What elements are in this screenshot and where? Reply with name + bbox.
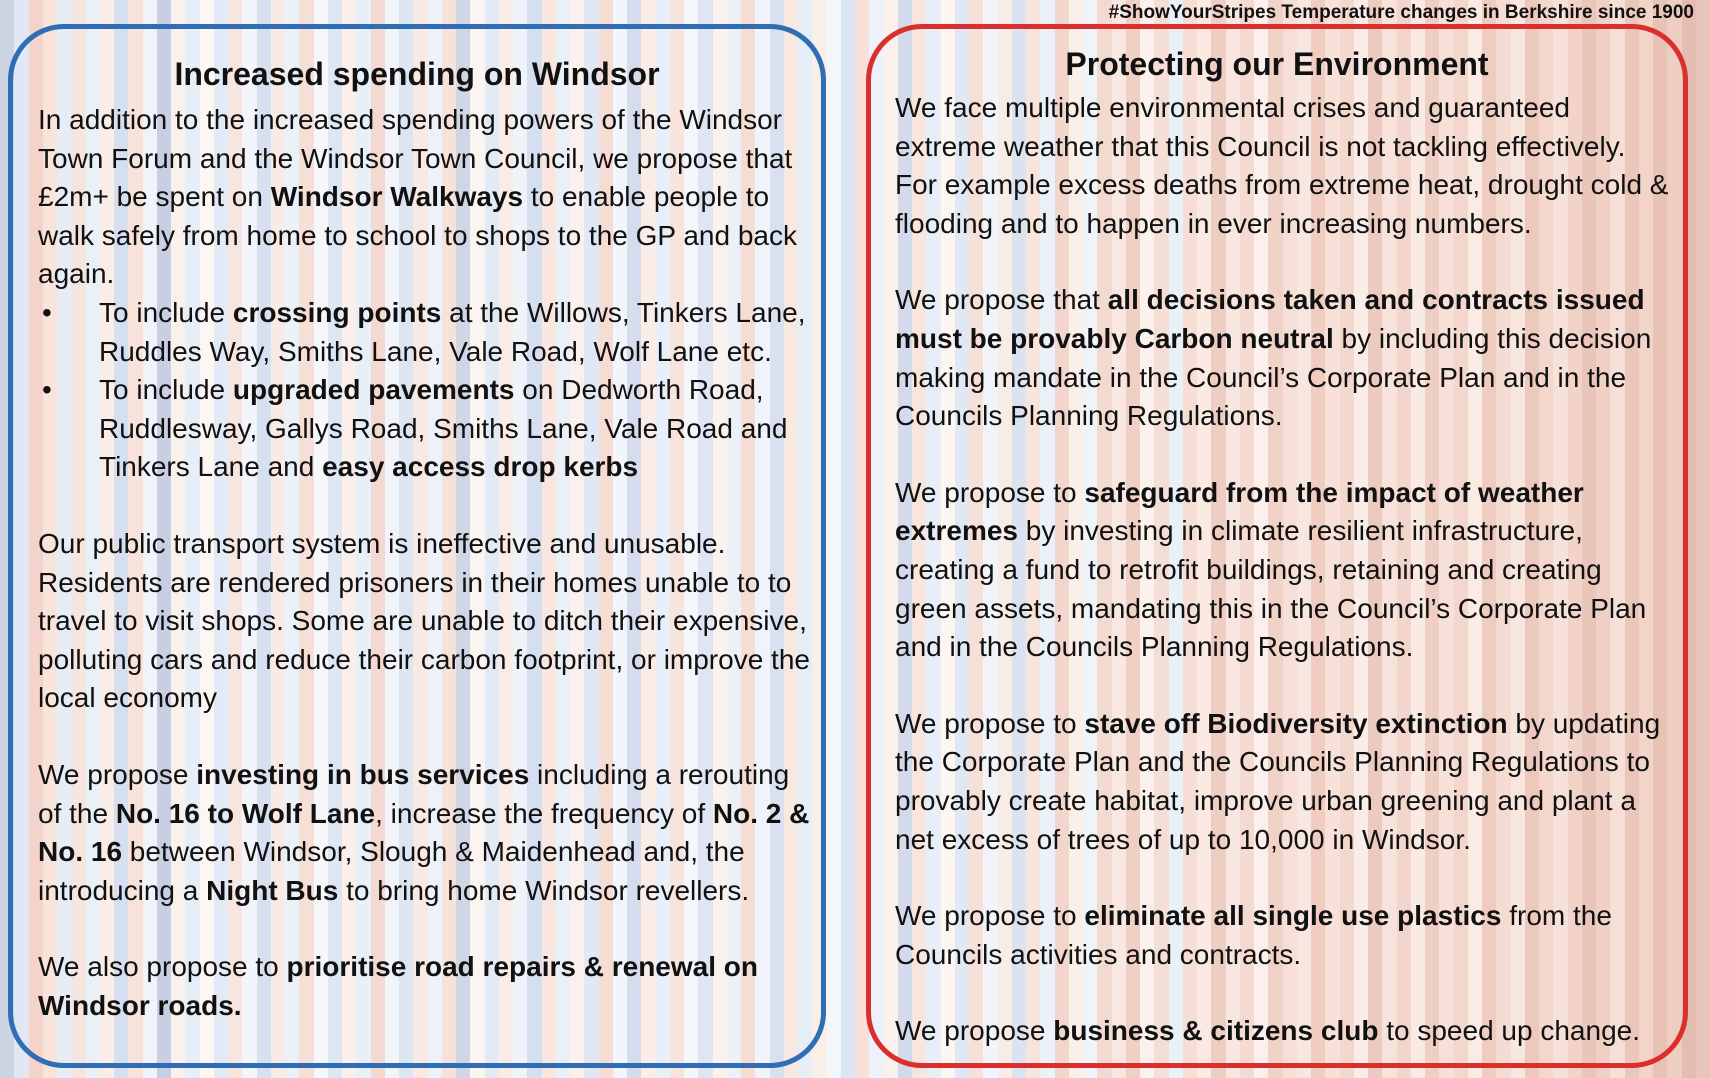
roads-paragraph [38, 948, 811, 1025]
temperature-stripe [841, 0, 855, 1078]
text-run: by updating the Corporate Plan and the Councils Planning Regulations to provably create habitat, improve urban greening and plant a net excess of trees of up to 10,000 in Windsor. [895, 707, 1661, 855]
text-run: by investing in climate resilient infrastructure, creating a fund to retrofit buildings, retaining and creating green assets, mandating this in the Council’s Corporate Plan and in the Councils Planning Regulations. [895, 515, 1647, 663]
bold-run: eliminate all single use plastics [1084, 900, 1502, 932]
spacer [895, 436, 1675, 474]
bold-run: Night Bus [206, 874, 339, 906]
spacer [895, 667, 1675, 705]
text-run: To include [99, 374, 233, 406]
environment-panel-title: Protecting our Environment [1065, 46, 1489, 82]
bullet-icon: • [42, 296, 52, 328]
text-run: We propose to [895, 900, 1085, 932]
spending-panel [8, 24, 826, 1068]
text-run: by including this decision making mandate in the Council’s Corporate Plan and in the Councils Planning Regulations. [895, 322, 1652, 432]
environment-panel-content [895, 89, 1675, 1051]
spacer [895, 859, 1675, 897]
text-run: on Dedworth Road, Ruddlesway, Gallys Road, Smiths Lane, Vale Road and Tinkers Lane and [99, 374, 788, 483]
bold-run: safeguard from the impact of weather extremes [895, 476, 1584, 547]
text-run: , increase the frequency of [375, 797, 713, 829]
weather-paragraph [895, 474, 1675, 667]
spacer [895, 243, 1675, 281]
list-item [38, 371, 811, 487]
text-run: including a rerouting of the [38, 758, 790, 829]
stripes-caption: #ShowYourStripes Temperature changes in Berkshire since 1900 [1108, 2, 1694, 23]
crises-paragraph: We face multiple environmental crises and guaranteed extreme weather that this Council is not tackling effectively. For example excess deaths from extreme heat, drought cold & flooding and to happen in ever increasing numbers. [895, 92, 1669, 239]
club-paragraph [895, 1012, 1675, 1051]
text-run: To include [99, 296, 233, 328]
spacer [38, 487, 811, 525]
text-run: We also propose to [38, 951, 287, 983]
bold-run: Windsor Walkways [270, 181, 524, 213]
bullet-icon: • [42, 374, 52, 406]
text-run: We propose [38, 758, 197, 790]
text-run: between Windsor, Slough & Maidenhead and, the introducing a [38, 836, 745, 906]
text-run: to speed up change. [1378, 1015, 1640, 1047]
transport-paragraph: Our public transport system is ineffective and unusable. Residents are rendered prisoners in their homes unable to to travel to visit shops. Some are unable to ditch their expensive, polluting cars and reduce their carbon footprint, or improve the local economy [38, 527, 810, 714]
bus-paragraph [38, 756, 811, 910]
temperature-stripe [827, 0, 841, 1078]
bold-run: easy access drop kerbs [322, 451, 639, 483]
carbon-paragraph [895, 281, 1675, 435]
plastics-paragraph [895, 897, 1675, 974]
spending-panel-title: Increased spending on Windsor [174, 56, 660, 92]
spacer [38, 718, 811, 756]
walkways-bullets [38, 294, 811, 487]
bold-run: stave off Biodiversity extinction [1084, 707, 1508, 739]
bold-run: crossing points [232, 296, 442, 328]
text-run: to enable people to walk safely from home to school to shops to the GP and back again. [38, 181, 797, 290]
bold-run: No. 16 to Wolf Lane [115, 797, 376, 829]
environment-panel [866, 24, 1688, 1068]
text-run: to bring home Windsor revellers. [338, 874, 750, 906]
text-run: We propose to [895, 707, 1085, 739]
bold-run: upgraded pavements [232, 374, 515, 406]
bold-run: prioritise road repairs & renewal on Windsor roads. [38, 951, 758, 1021]
spacer [895, 974, 1675, 1012]
text-run: at the Willows, Tinkers Lane, Ruddles Way, Smiths Lane, Vale Road, Wolf Lane etc. [99, 296, 806, 367]
text-run: We propose to [895, 476, 1085, 508]
text-run: from the Councils activities and contracts. [895, 900, 1612, 970]
spacer [38, 910, 811, 948]
bold-run: No. 2 & No. 16 [38, 797, 810, 868]
bold-run: investing in bus services [196, 758, 530, 790]
bold-run: business & citizens club [1053, 1015, 1379, 1047]
bold-run: all decisions taken and contracts issued must be provably Carbon neutral [895, 284, 1645, 354]
text-run: We propose [895, 1015, 1054, 1047]
list-item [38, 294, 811, 371]
spending-panel-content [38, 101, 811, 1025]
text-run: In addition to the increased spending powers of the Windsor Town Forum and the Windsor Town Council, we propose that £2m+ be spent on [38, 104, 793, 213]
walkways-paragraph [38, 101, 811, 294]
temperature-stripe [1696, 0, 1710, 1078]
text-run: We propose that [895, 284, 1108, 316]
biodiversity-paragraph [895, 705, 1675, 859]
